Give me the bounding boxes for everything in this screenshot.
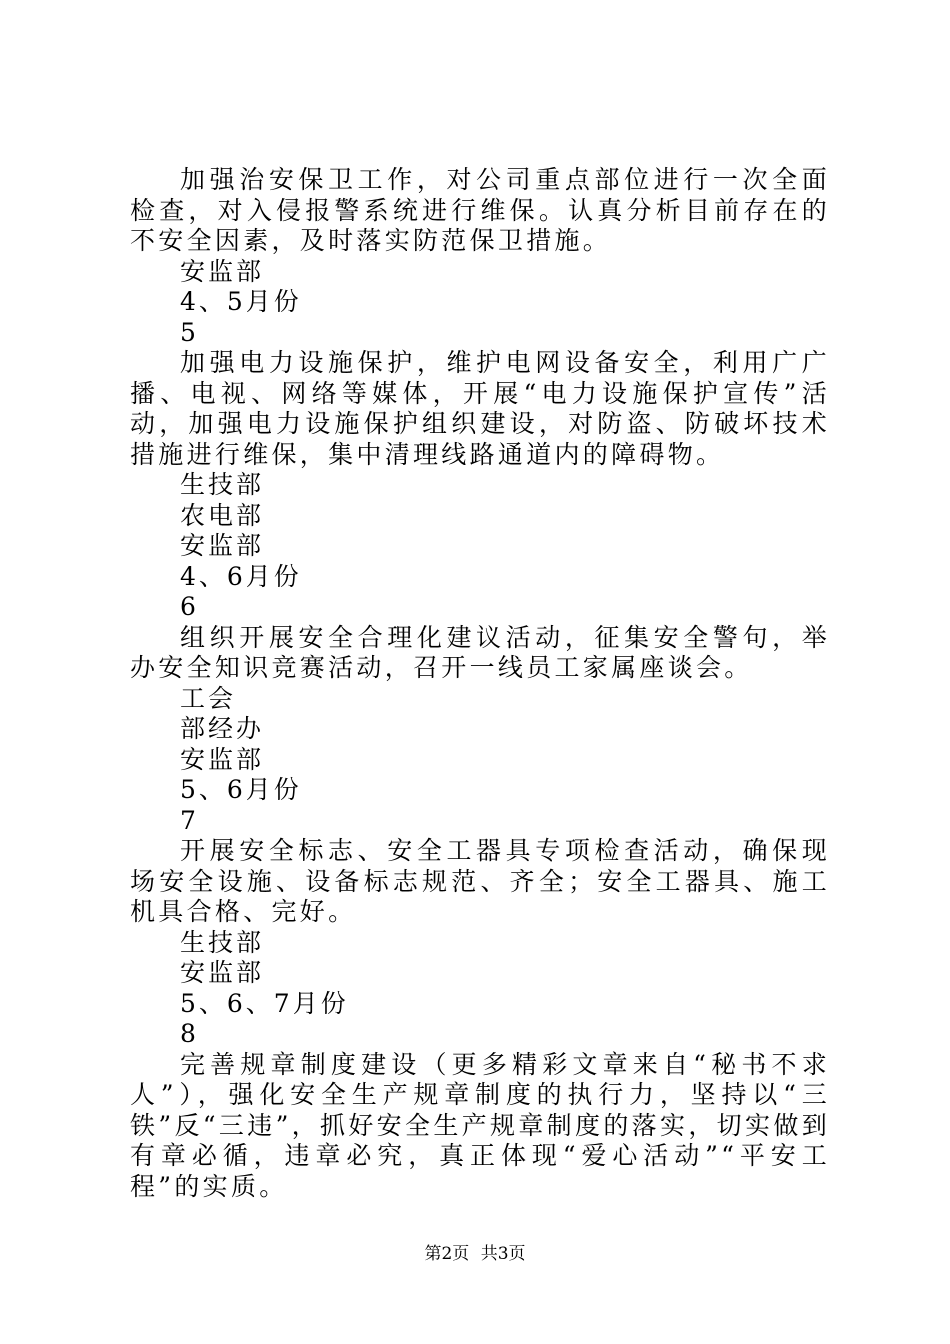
item-number: 6 — [180, 592, 199, 621]
department-label: 生技部 — [180, 470, 265, 499]
department-label: 农电部 — [180, 500, 265, 530]
paragraph: 加强治安保卫工作，对公司重点部位进行一次全面检查，对入侵报警系统进行维保。认真分析目前存在的不安全因素，及时落实防范保卫措施。 — [130, 165, 830, 255]
department-label: 生技部 — [180, 927, 265, 957]
document-body — [130, 165, 830, 1202]
paragraph: 完善规章制度建设（更多精彩文章来自“秘书不求人”），强化安全生产规章制度的执行力，坚持以“三铁”反“三违”，抓好安全生产规章制度的落实，切实做到有章必循，违章必究，真正体现“爱心活动”“平安工程”的实质。 — [130, 1049, 830, 1201]
item-number: 7 — [180, 805, 199, 835]
schedule-label: 5、6、7月份 — [180, 988, 349, 1018]
paragraph: 组织开展安全合理化建议活动，征集安全警句，举办安全知识竞赛活动，召开一线员工家属座谈会。 — [130, 622, 830, 682]
department-label: 工会 — [180, 683, 237, 713]
paragraph: 开展安全标志、安全工器具专项检查活动，确保现场安全设施、设备标志规范、齐全；安全工器具、施工机具合格、完好。 — [130, 836, 830, 926]
schedule-label: 4、6月份 — [180, 561, 302, 591]
department-label: 部经办 — [180, 714, 265, 743]
department-label: 安监部 — [180, 531, 265, 560]
page-footer — [0, 1243, 950, 1265]
department-label: 安监部 — [180, 744, 265, 774]
page-total: 共3页 — [480, 1244, 526, 1264]
department-label: 安监部 — [180, 256, 265, 286]
schedule-label: 5、6月份 — [180, 775, 302, 804]
item-number: 5 — [180, 317, 199, 347]
schedule-label: 4、5月份 — [180, 287, 302, 316]
department-label: 安监部 — [180, 958, 265, 987]
page-number: 第2页 — [424, 1244, 470, 1264]
item-number: 8 — [180, 1019, 199, 1048]
paragraph: 加强电力设施保护，维护电网设备安全，利用广广播、电视、网络等媒体，开展“电力设施保护宣传”活动，加强电力设施保护组织建设，对防盗、防破坏技术措施进行维保，集中清理线路通道内的障碍物。 — [130, 348, 830, 469]
